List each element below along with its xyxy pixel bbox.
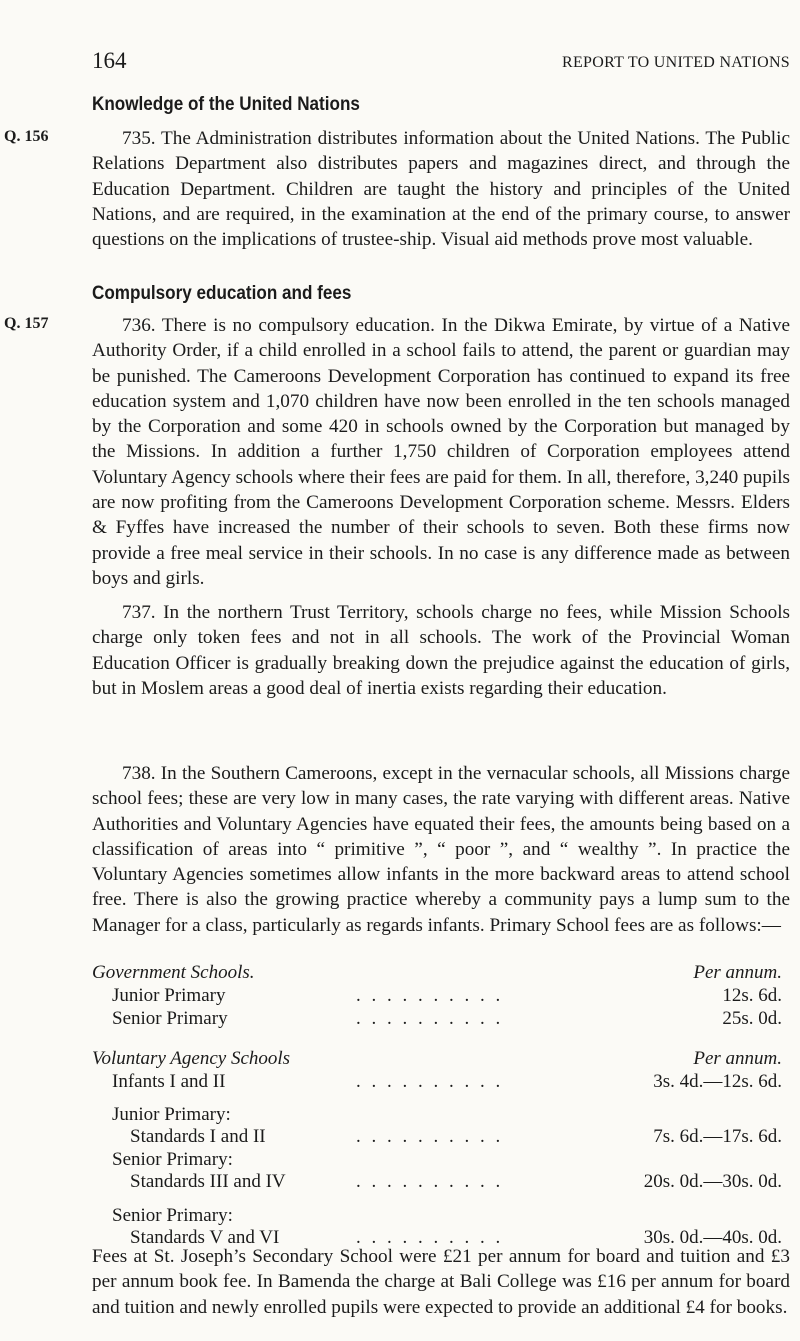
fee-value: 30s. 0d.—40s. 0d.: [643, 1227, 782, 1248]
fee-value: 7s. 6d.—17s. 6d.: [653, 1126, 782, 1147]
leader-dots: . . . . . . . . . .: [356, 1008, 504, 1029]
question-ref-156: Q. 156: [4, 128, 49, 145]
fee-value: 12s. 6d.: [722, 985, 782, 1006]
paragraph-736: 736. There is no compulsory education. In the Dikwa Emirate, by virtue of a Native Authority Order, if a child enrolled in a school fails to attend, the parent or guardian may be punished. The Cameroons Development Corporation has continued to expand its free education system and 1,070 children have now been enrolled in the ten schools managed by the Corporation and some 420 in schools owned by the Corporation but managed by the Missions. In addition a further 1,750 children of Corporation employees attend Voluntary Agency schools where their fees are paid for them. In all, therefore, 3,240 pupils are now profiting from the Cameroons Development Corporation scheme. Messrs. Elders & Fyffes have increased the number of their schools to seven. Both these firms now provide a free meal service in their schools. In no case is any difference made as between boys and girls.: [92, 315, 790, 589]
page-number: 164: [92, 48, 127, 73]
fee-row: [92, 1071, 790, 1095]
fee-per-annum-government: Per annum.: [693, 962, 782, 983]
fee-label: Senior Primary:: [112, 1149, 233, 1170]
fee-value: 25s. 0d.: [722, 1008, 782, 1029]
fee-value: 3s. 4d.—12s. 6d.: [653, 1071, 782, 1092]
fee-heading-voluntary: Voluntary Agency Schools: [92, 1048, 291, 1069]
fee-per-annum-voluntary: Per annum.: [693, 1048, 782, 1069]
fee-label: Junior Primary:: [112, 1104, 231, 1125]
fee-label: Senior Primary:: [112, 1205, 233, 1226]
paragraph-closing: Fees at St. Joseph’s Secondary School were £21 per annum for board and tuition and £3 per annum book fee. In Bamenda the charge at Bali College was £16 per annum for board and tuition and newly enrolled pupils were expected to provide an additional £4 for books.: [92, 1246, 790, 1318]
fee-label: Infants I and II: [112, 1071, 226, 1092]
paragraph-738: 738. In the Southern Cameroons, except in the vernacular schools, all Missions charge school fees; these are very low in many cases, the rate varying with different areas. Native Authorities and Voluntary Agencies have equated their fees, the amounts being based on a classification of areas into “ primitive ”, “ poor ”, and “ wealthy ”. In practice the Voluntary Agencies sometimes allow infants in the more backward areas to attend school free. There is also the growing practice whereby a community pays a lump sum to the Manager for a class, particularly as regards infants. Primary School fees are as follows:—: [92, 763, 790, 936]
fee-row: [92, 985, 790, 1009]
section-title-compulsory-education: Compulsory education and fees: [92, 283, 352, 304]
fee-sub-label: Standards V and VI: [130, 1227, 280, 1248]
fee-value: 20s. 0d.—30s. 0d.: [643, 1171, 782, 1192]
fee-label: Senior Primary: [112, 1008, 228, 1029]
fee-sub-label: Standards III and IV: [130, 1171, 286, 1192]
leader-dots: . . . . . . . . . .: [356, 985, 504, 1006]
running-head: REPORT TO UNITED NATIONS: [561, 54, 790, 71]
leader-dots: . . . . . . . . . .: [356, 1171, 504, 1192]
leader-dots: . . . . . . . . . .: [356, 1227, 504, 1248]
leader-dots: . . . . . . . . . .: [356, 1071, 504, 1092]
leader-dots: . . . . . . . . . .: [356, 1126, 504, 1147]
question-ref-157: Q. 157: [4, 315, 49, 332]
fee-heading-government: Government Schools.: [92, 962, 255, 983]
fee-row: [92, 1008, 790, 1032]
paragraph-737: 737. In the northern Trust Territory, schools charge no fees, while Mission Schools charge only token fees and not in all schools. The work of the Provincial Woman Education Officer is gradually breaking down the prejudice against the education of girls, but in Moslem areas a good deal of inertia exists regarding their education.: [92, 602, 790, 699]
fee-row: [92, 1149, 790, 1197]
page-header: [92, 48, 790, 78]
fee-row: [92, 1104, 790, 1152]
paragraph-735: 735. The Administration distributes information about the United Nations. The Public Relations Department also distributes papers and magazines direct, and through the Education Department. Children are taught the history and principles of the United Nations, and are required, in the examination at the end of the primary course, to answer questions on the implications of trustee-ship. Visual aid methods prove most valuable.: [92, 128, 790, 251]
fee-sub-label: Standards I and II: [130, 1126, 266, 1147]
section-title-knowledge-un: Knowledge of the United Nations: [92, 94, 360, 115]
fee-label: Junior Primary: [112, 985, 226, 1006]
